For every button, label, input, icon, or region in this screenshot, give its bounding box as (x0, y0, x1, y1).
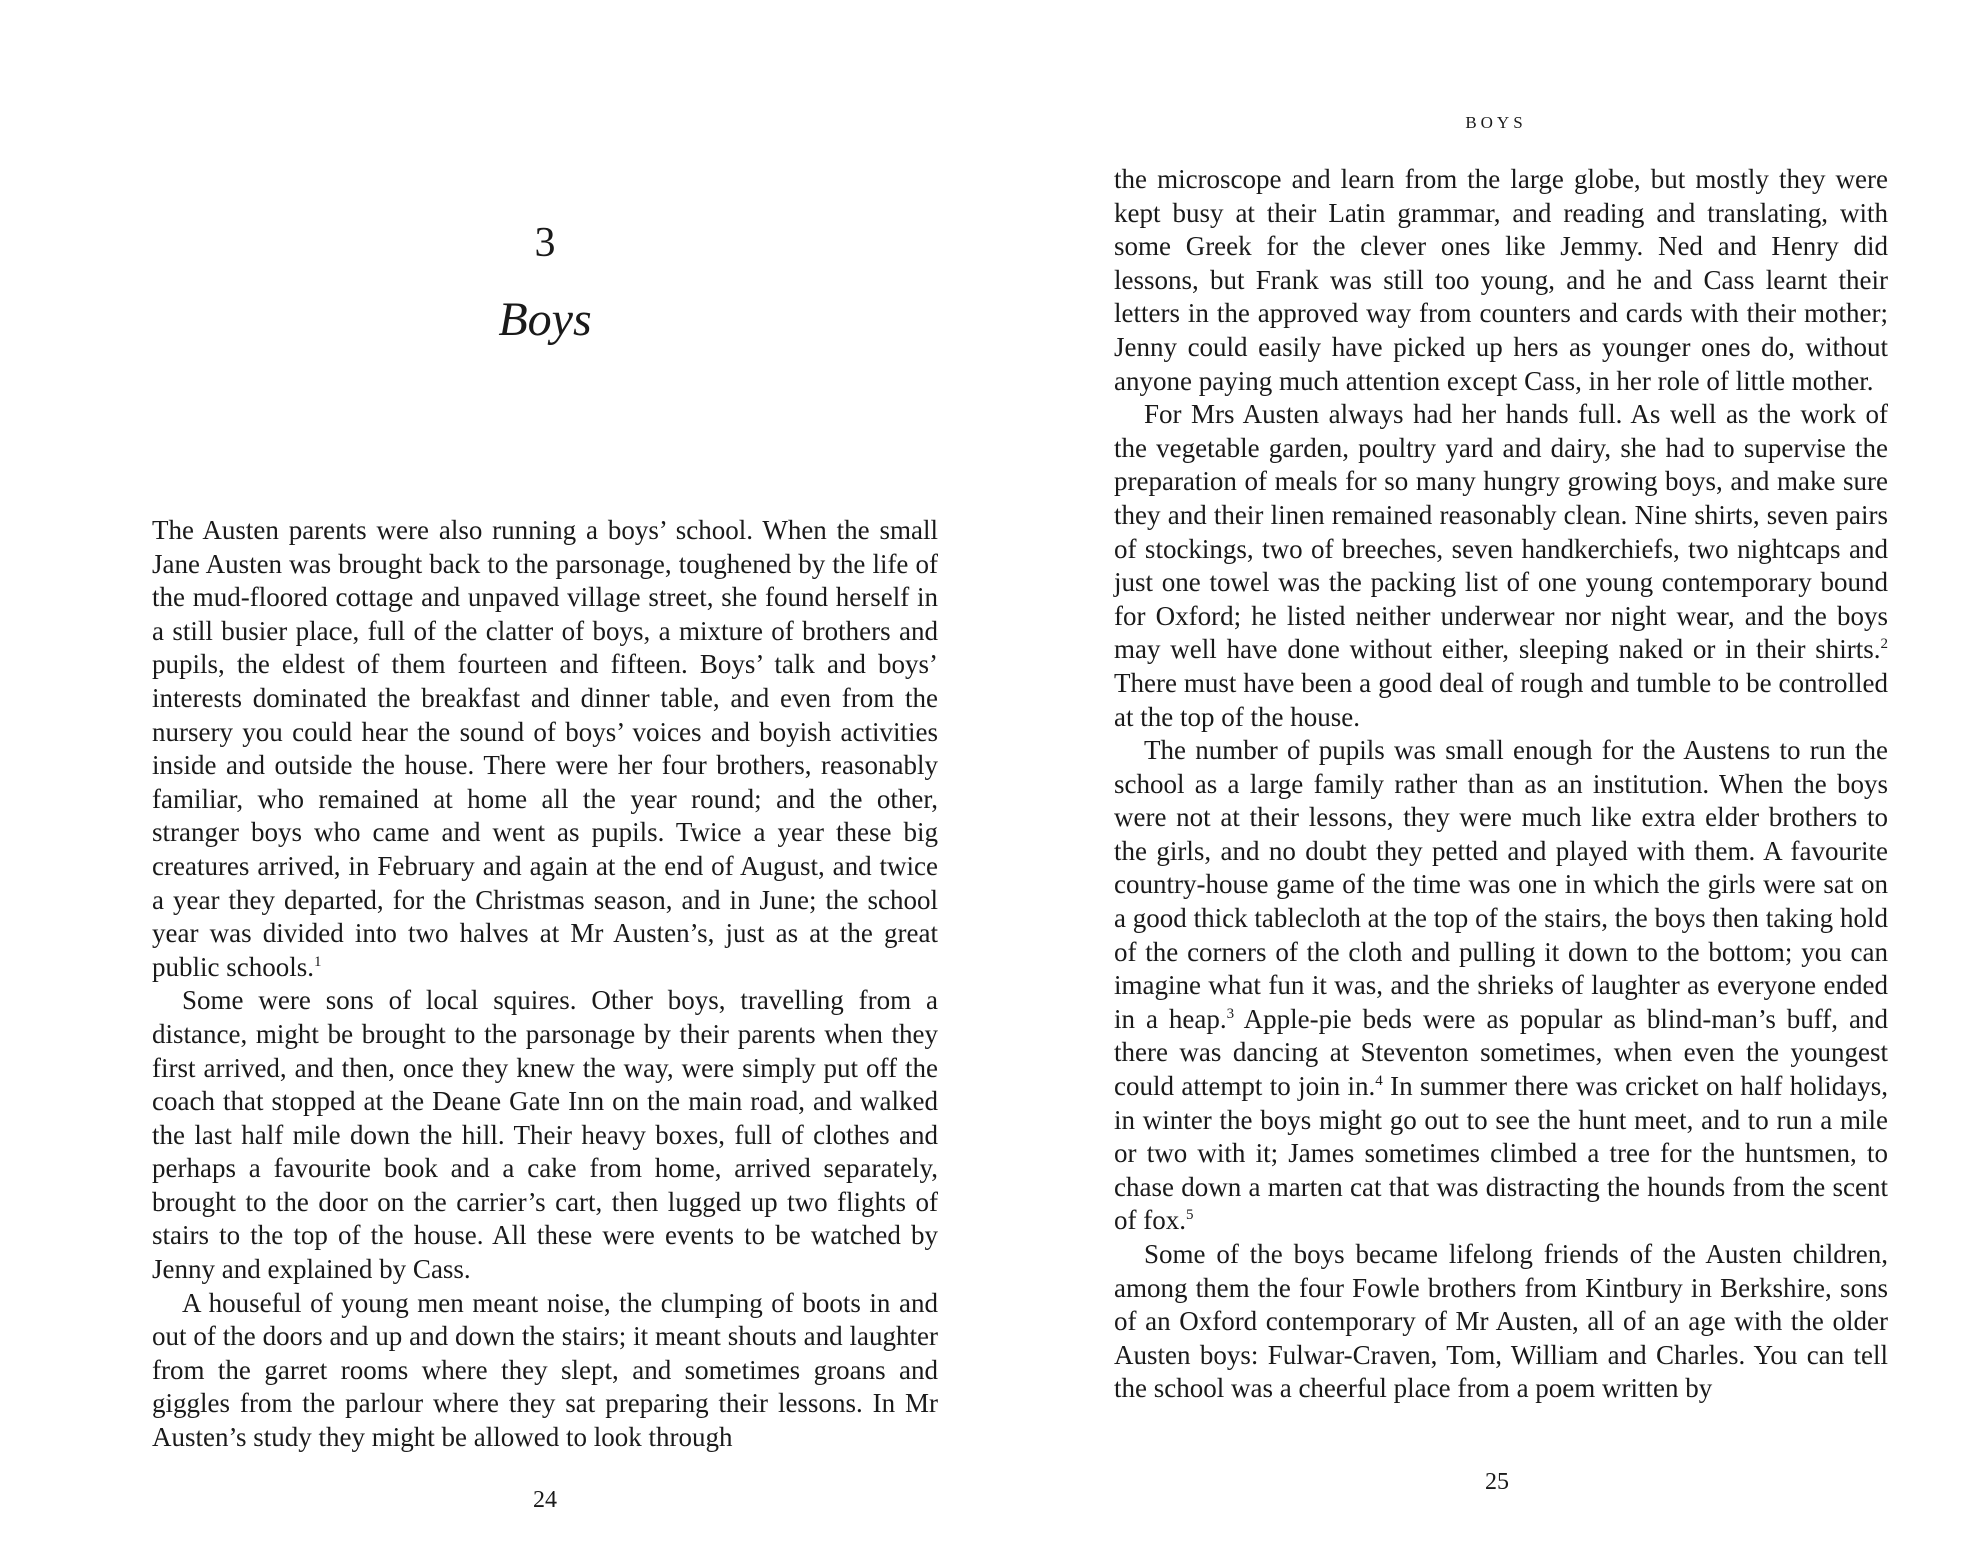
left-body-text (152, 514, 938, 1455)
paragraph-text: A houseful of young men meant noise, the clumping of boots in and out of the doors and up and down the stairs; it meant shouts and laughter from the garret rooms where they slept, and sometimes groans and giggles from the parlour where they sat preparing their lessons. In Mr Austen’s study they might be allowed to look through (152, 1287, 938, 1453)
paragraph (152, 984, 938, 1286)
page-number: 25 (1485, 1469, 1509, 1495)
footnote-marker: 2 (1880, 636, 1888, 653)
running-head: BOYS (1465, 113, 1527, 132)
footnote-marker: 1 (314, 953, 322, 970)
right-page (990, 0, 1980, 1559)
paragraph-text: The number of pupils was small enough for the Austens to run the school as a large family rather than as an institution. When the boys were not at their lessons, they were much like extra elder brothers to the girls, and no doubt they petted and played with them. A favourite country-house game of the time was one in which the girls were sat on a good thick tablecloth at the top of the stairs, the boys then taking hold of the corners of the cloth and pulling it down to the bottom; you can imagine what fun it was, and the shrieks of laughter as everyone ended in a heap. (1114, 735, 1888, 1034)
paragraph-text: For Mrs Austen always had her hands full. As well as the work of the vegetable garden, poultry yard and dairy, she had to supervise the preparation of meals for so many hungry growing boys, and make sure they and their linen remained reasonably clean. Nine shirts, seven pairs of stockings, two of breeches, seven handkerchiefs, two nightcaps and just one towel was the packing list of one young contemporary bound for Oxford; he listed neither underwear nor night wear, and the boys may well have done without either, sleeping naked or in their shirts. (1114, 399, 1888, 665)
footnote-marker: 4 (1375, 1073, 1383, 1090)
paragraph (152, 514, 938, 984)
paragraph (152, 1287, 938, 1455)
footnote-marker: 5 (1185, 1207, 1194, 1224)
paragraph-text: Some were sons of local squires. Other boys, travelling from a distance, might be brought to the parsonage by their parents when they first arrived, and then, once they knew the way, were simply put off the coach that stopped at the Deane Gate Inn on the main road, and walked the last half mile down the hill. Their heavy boxes, full of clothes and perhaps a favourite book and a cake from home, arrived separately, brought to the door on the carrier’s cart, then lugged up two flights of stairs to the top of the house. All these were events to be watched by Jenny and explained by Cass. (152, 985, 938, 1285)
paragraph (1114, 163, 1888, 398)
chapter-number: 3 (534, 220, 556, 266)
paragraph-text: Some of the boys became lifelong friends of the Austen children, among them the four Fowle brothers from Kintbury in Berkshire, sons of an Oxford contemporary of Mr Austen, all of an age with the older Austen boys: Fulwar-Craven, Tom, William and Charles. You can tell the school was a cheerful place from a poem written by (1114, 1239, 1888, 1404)
page-number: 24 (533, 1487, 557, 1513)
paragraph-text: The Austen parents were also running a boys’ school. When the small Jane Austen was brought back to the parsonage, toughened by the life of the mud-floored cottage and unpaved village street, she found herself in a still busier place, full of the clatter of boys, a mixture of brothers and pupils, the eldest of them fourteen and fifteen. Boys’ talk and boys’ interests dominated the breakfast and dinner table, and even from the nursery you could hear the sound of boys’ voices and boyish activities inside and outside the house. There were her four brothers, reasonably familiar, who remained at home all the year round; and the other, stranger boys who came and went as pupils. Twice a year these big creatures arrived, in February and again at the end of August, and twice a year they departed, for the Christmas season, and in June; the school year was divided into two halves at Mr Austen’s, just as at the great public schools. (152, 515, 938, 982)
paragraph-text: Apple-pie beds were as popular as blind-man’s buff, and there was dancing at Steventon sometimes, when even the youngest could attempt to join in. (1114, 1003, 1888, 1102)
paragraph-text: There must have been a good deal of rough and tumble to be controlled at the top of the house. (1114, 667, 1888, 732)
paragraph (1114, 398, 1888, 734)
chapter-title: Boys (498, 293, 592, 346)
paragraph (1114, 1238, 1888, 1406)
paragraph-text: In summer there was cricket on half holidays, in winter the boys might go out to see the hunt meet, and to run a mile or two with it; James sometimes climbed a tree for the huntsmen, to chase down a marten cat that was distracting the hounds from the scent of fox. (1114, 1071, 1888, 1236)
paragraph (1114, 734, 1888, 1238)
paragraph-text: the microscope and learn from the large globe, but mostly they were kept busy at their Latin grammar, and reading and translating, with some Greek for the clever ones like Jemmy. Ned and Henry did lessons, but Frank was still too young, and he and Cass learnt their letters in the approved way from counters and cards with their mother; Jenny could easily have picked up hers as younger ones do, without anyone paying much attention except Cass, in her role of little mother. (1114, 164, 1888, 396)
footnote-marker: 3 (1226, 1005, 1235, 1022)
right-body-text (1114, 163, 1888, 1406)
